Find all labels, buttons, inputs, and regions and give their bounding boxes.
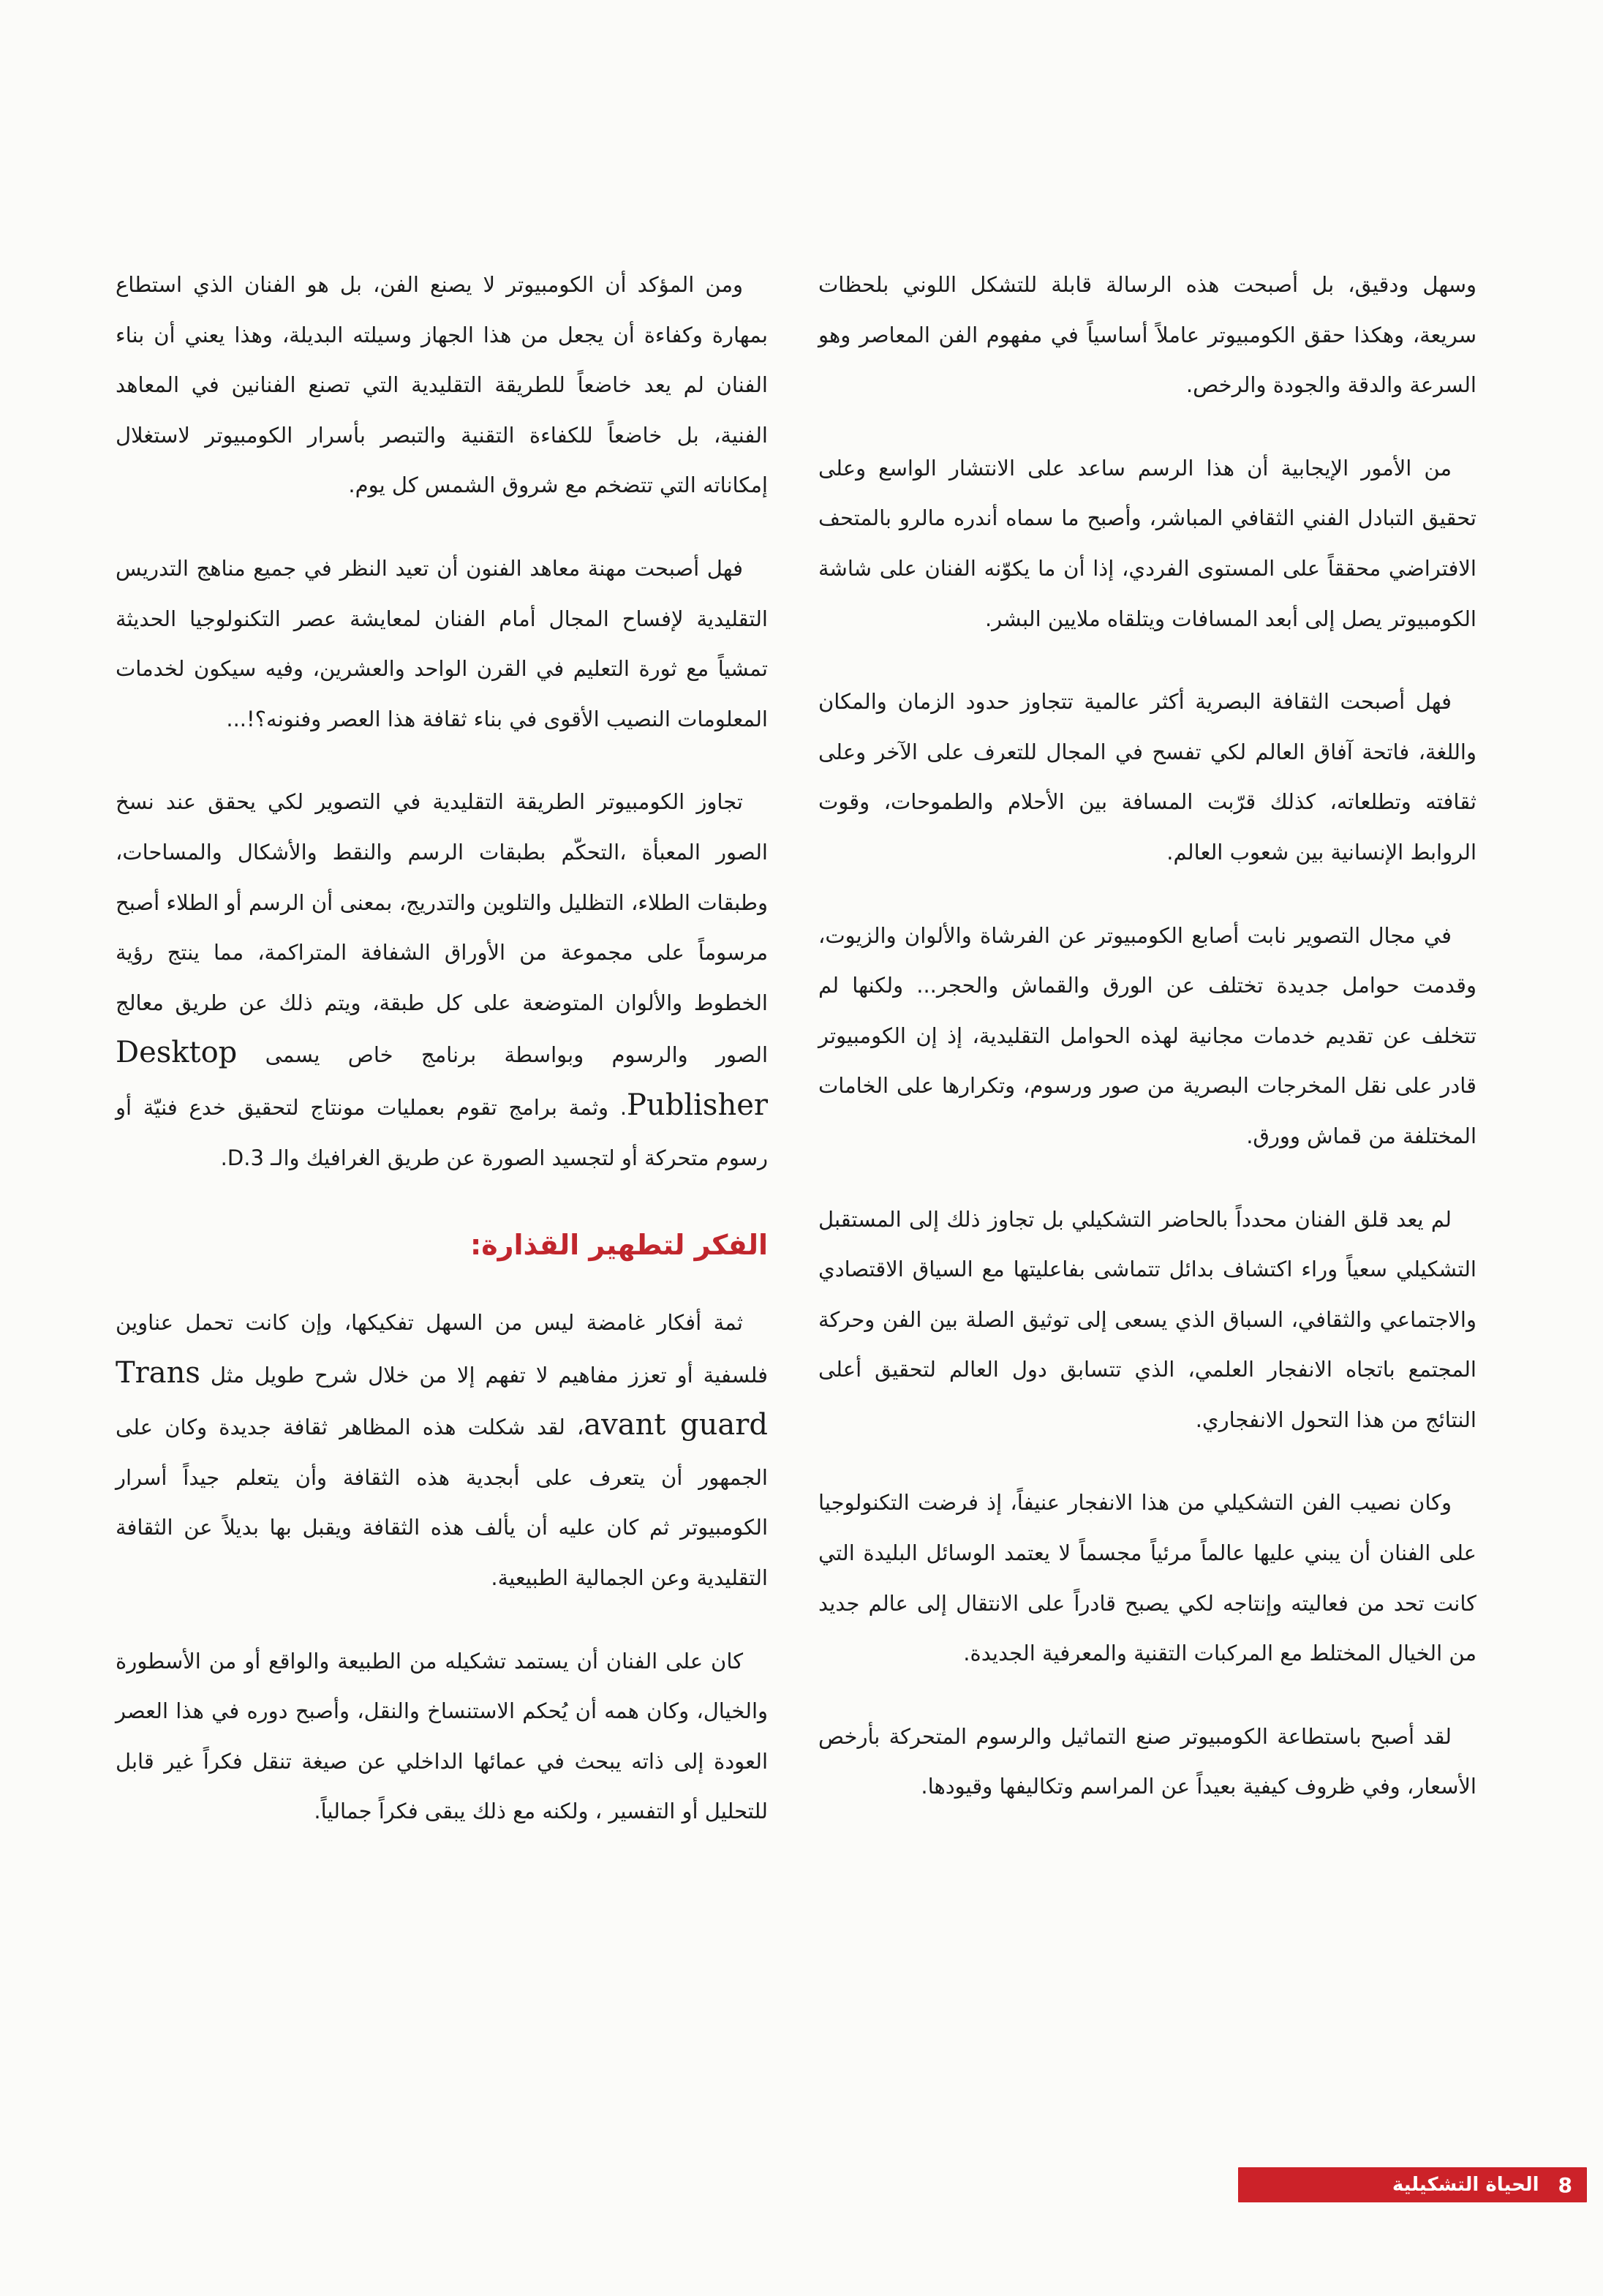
- paragraph: وكان نصيب الفن التشكيلي من هذا الانفجار عنيفاً، إذ فرضت التكنولوجيا على الفنان أن يبني عليها عالماً مرئياً مجسماً لا يعتمد الوسائل البليدة التي كانت تحد من فعاليته وإنتاجه لكي يصبح قادراً على الانتقال إلى عالم جديد من الخيال المختلط مع المركبات التقنية والمعرفية الجديدة.: [818, 1490, 1476, 1666]
- footer-bar: [1238, 2167, 1587, 2202]
- paragraph: [116, 777, 768, 1183]
- paragraph: لم يعد قلق الفنان محدداً بالحاضر التشكيلي بل تجاوز ذلك إلى المستقبل التشكيلي سعياً وراء اكتشاف بدائل تتماشى بفاعليتها مع السياق الاقتصادي والاجتماعي والثقافي، السباق الذي يسعى إلى توثيق الصلة بين الفن وحركة المجتمع باتجاه الانفجار العلمي، الذي تتسابق دول العالم لتحقيق أعلى النتائج من هذا التحول الانفجاري.: [818, 1206, 1476, 1432]
- right-column: [818, 260, 1476, 1845]
- paragraph-text: تجاوز الكومبيوتر الطريقة التقليدية في التصوير لكي يحقق عند نسخ الصور المعبأة ،التحكّم بطبقات الرسم والنقط والأشكال والمساحات، وطبقات الطلاء، التظليل والتلوين والتدريج، بمعنى أن الرسم أو الطلاء أصبح مرسوماً على مجموعة من الأوراق الشفافة المتراكمة، مما ينتج رؤية الخطوط والألوان المتوضعة على كل طبقة، ويتم ذلك عن طريق معالج الصور والرسوم وبواسطة برنامج خاص يسمى: [116, 789, 768, 1068]
- paragraph: لقد أصبح باستطاعة الكومبيوتر صنع التماثيل والرسوم المتحركة بأرخص الأسعار، وفي ظروف كيفية بعيداً عن المراسم وتكاليفها وقيودها.: [818, 1723, 1476, 1799]
- latin-term: Desktop Publisher: [116, 1036, 768, 1122]
- paragraph: كان على الفنان أن يستمد تشكيله من الطبيعة والواقع أو من الأسطورة والخيال، وكان همه أن يُحكم الاستنساخ والنقل، وأصبح دوره في هذا العصر العودة إلى ذاته يبحث في عمائها الداخلي عن صيغة تنقل فكراً غير قابل للتحليل أو التفسير ، ولكنه مع ذلك يبقى فكراً جمالياً.: [116, 1648, 768, 1824]
- paragraph: في مجال التصوير نابت أصابع الكومبيوتر عن الفرشاة والألوان والزيوت، وقدمت حوامل جديدة تختلف عن الورق والقماش والحجر... ولكنها لم تتخلف عن تقديم خدمات مجانية لهذه الحوامل التقليدية، إذ إن الكومبيوتر قادر على نقل المخرجات البصرية من صور ورسوم، وتكرارها على الخامات المختلفة من قماش وورق.: [818, 922, 1476, 1148]
- page-number: 8: [1558, 2172, 1572, 2197]
- paragraph-text: ، لقد شكلت هذه المظاهر ثقافة جديدة وكان على الجمهور أن يتعرف على أبجدية هذه الثقافة وأن يتعلم جيداً أسرار الكومبيوتر ثم كان عليه أن يألف هذه الثقافة ويقبل بها بديلاً عن الثقافة التقليدية وعن الجمالية الطبيعية.: [116, 1415, 768, 1591]
- paragraph: من الأمور الإيجابية أن هذا الرسم ساعد على الانتشار الواسع وعلى تحقيق التبادل الفني الثقافي المباشر، وأصبح ما سماه أندره مالرو بالمتحف الافتراضي محققاً على المستوى الفردي، إذا أن ما يكوّنه الفنان على شاشة الكومبيوتر يصل إلى أبعد المسافات ويتلقاه ملايين البشر.: [818, 455, 1476, 631]
- magazine-title: الحياة التشكيلية: [1392, 2174, 1539, 2196]
- paragraph-text: ثمة أفكار غامضة ليس من السهل تفكيكها، وإن كانت تحمل عناوين فلسفية أو تعزز مفاهيم لا تفهم إلا من خلال شرح طويل مثل: [116, 1310, 768, 1388]
- paragraph: فهل أصبحت مهنة معاهد الفنون أن تعيد النظر في جميع مناهج التدريس التقليدية لإفساح المجال أمام الفنان لمعايشة عصر التكنولوجيا الحديثة تمشياً مع ثورة التعليم في القرن الواحد والعشرين، وفيه سيكون لخدمات المعلومات النصيب الأقوى في بناء ثقافة هذا العصر وفنونه؟!...: [116, 555, 768, 731]
- paragraph: ومن المؤكد أن الكومبيوتر لا يصنع الفن، بل هو الفنان الذي استطاع بمهارة وكفاءة أن يجعل من هذا الجهاز وسيلته البديلة، وهذا يعني أن بناء الفنان لم يعد خاضعاً للطريقة التقليدية التي تصنع الفنانين في المعاهد الفنية، بل خاضعاً للكفاءة التقنية والتبصر بأسرار الكومبيوتر لاستغلال إمكاناته التي تتضخم مع شروق الشمس كل يوم.: [116, 272, 768, 498]
- left-column: [116, 260, 768, 1870]
- paragraph-text: . وثمة برامج تقوم بعمليات مونتاج لتحقيق خدع فنيّة أو رسوم متحركة أو لتجسيد الصورة عن طريق الغرافيك والـ D.3.: [116, 1094, 768, 1170]
- paragraph: فهل أصبحت الثقافة البصرية أكثر عالمية تتجاوز حدود الزمان والمكان واللغة، فاتحة آفاق العالم لكي تفسح في المجال للتعرف على الآخر وعلى ثقافته وتطلعاته، كذلك قرّبت المسافة بين الأحلام والطموحات، وقوت الروابط الإنسانية بين شعوب العالم.: [818, 689, 1476, 865]
- section-heading: الفكر لتطهير القذارة:: [470, 1229, 768, 1262]
- paragraph: [116, 1298, 768, 1603]
- paragraph: وسهل ودقيق، بل أصبحت هذه الرسالة قابلة للتشكل اللوني بلحظات سريعة، وهكذا حقق الكومبيوتر عاملاً أساسياً في مفهوم الفن المعاصر وهو السرعة والدقة والجودة والرخص.: [818, 272, 1476, 398]
- latin-term: Trans avant guard: [116, 1355, 768, 1442]
